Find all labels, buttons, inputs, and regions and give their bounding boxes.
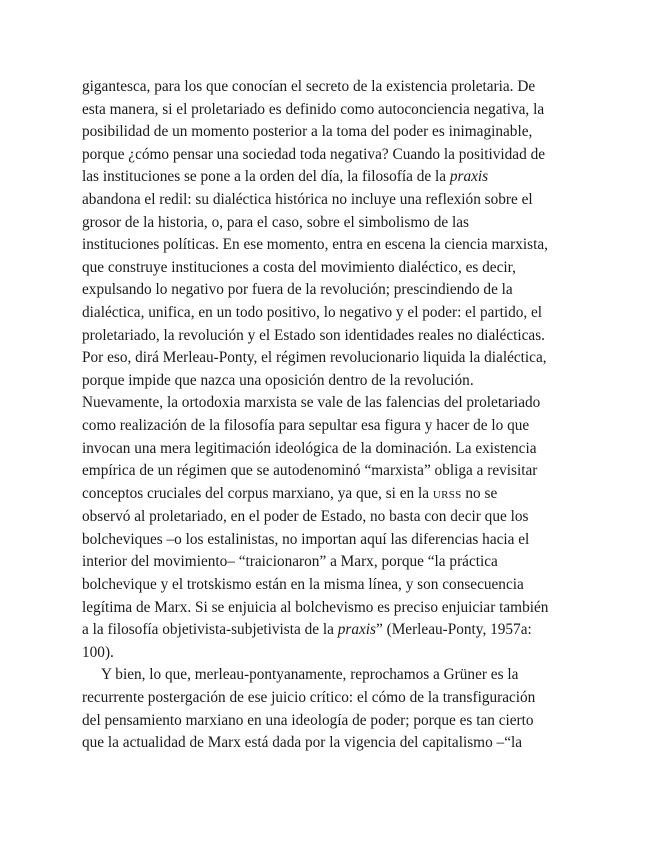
text-line: del pensamiento marxiano en una ideología de poder; porque es tan cierto bbox=[82, 711, 534, 729]
text-segment: ” (Merleau-Ponty, 1957a: bbox=[375, 621, 532, 639]
text-line: Y bien, lo que, merleau-pontyanamente, reprochamos a Grüner es la bbox=[101, 666, 519, 684]
text-line: legítima de Marx. Si se enjuicia al bolchevismo es preciso enjuiciar también bbox=[82, 598, 549, 616]
text-line: proletariado, la revolución y el Estado son identidades reales no dialécticas. bbox=[82, 326, 545, 344]
text-line: recurrente postergación de ese juicio crítico: el cómo de la transfiguración bbox=[82, 689, 536, 707]
paragraph-2 bbox=[82, 664, 582, 754]
text-line: grosor de la historia, o, para el caso, sobre el simbolismo de las bbox=[82, 213, 470, 231]
text-segment: no se bbox=[461, 484, 498, 502]
text-line: 100). bbox=[82, 643, 114, 661]
text-line: instituciones políticas. En ese momento, entra en escena la ciencia marxista, bbox=[82, 236, 548, 254]
text-line: dialéctica, unifica, en un todo positivo, lo negativo y el poder: el partido, el bbox=[82, 303, 543, 321]
text-line: como realización de la filosofía para sepultar esa figura y hacer de lo que bbox=[82, 416, 530, 434]
text-line: porque ¿cómo pensar una sociedad toda negativa? Cuando la positividad de bbox=[82, 145, 546, 163]
text-line: invocan una mera legitimación ideológica de la dominación. La existencia bbox=[82, 439, 537, 457]
small-caps-acronym: URSS bbox=[432, 488, 462, 501]
text-line: que construye instituciones a costa del movimiento dialéctico, es decir, bbox=[82, 258, 516, 276]
text-line bbox=[82, 166, 582, 189]
text-line: gigantesca, para los que conocían el secreto de la existencia proletaria. De bbox=[82, 78, 536, 95]
paragraph-1 bbox=[82, 76, 582, 664]
text-line: abandona el redil: su dialéctica histórica no incluye una reflexión sobre el bbox=[82, 190, 533, 208]
body-text bbox=[82, 76, 582, 755]
text-line: bolcheviques –o los estalinistas, no importan aquí las diferencias hacia el bbox=[82, 530, 530, 548]
text-line: esta manera, si el proletariado es definido como autoconciencia negativa, la bbox=[82, 100, 545, 118]
text-line: bolchevique y el trotskismo están en la misma línea, y son consecuencia bbox=[82, 576, 524, 594]
text-segment: a la filosofía objetivista-subjetivista de la bbox=[82, 621, 338, 639]
text-line: observó al proletariado, en el poder de Estado, no basta con decir que los bbox=[82, 508, 529, 526]
italic-term: praxis bbox=[337, 621, 376, 639]
text-segment: las instituciones se pone a la orden del día, la filosofía de la bbox=[82, 168, 450, 186]
text-line bbox=[82, 483, 582, 507]
text-segment: conceptos cruciales del corpus marxiano, ya que, si en la bbox=[82, 484, 433, 502]
text-line: Por eso, dirá Merleau-Ponty, el régimen revolucionario liquida la dialéctica, bbox=[82, 349, 547, 367]
text-line: porque impide que nazca una oposición dentro de la revolución. bbox=[82, 371, 474, 389]
text-line: Nuevamente, la ortodoxia marxista se vale de las falencias del proletariado bbox=[82, 394, 541, 412]
text-line: expulsando lo negativo por fuera de la revolución; prescindiendo de la bbox=[82, 281, 513, 299]
text-line: posibilidad de un momento posterior a la toma del poder es inimaginable, bbox=[82, 123, 533, 141]
text-line: que la actualidad de Marx está dada por la vigencia del capitalismo –“la bbox=[82, 734, 523, 752]
text-line bbox=[82, 619, 582, 642]
text-line: empírica de un régimen que se autodenominó “marxista” obliga a revisitar bbox=[82, 462, 538, 480]
italic-term: praxis bbox=[449, 168, 489, 186]
text-line: interior del movimiento– “traicionaron” a Marx, porque “la práctica bbox=[82, 553, 498, 571]
